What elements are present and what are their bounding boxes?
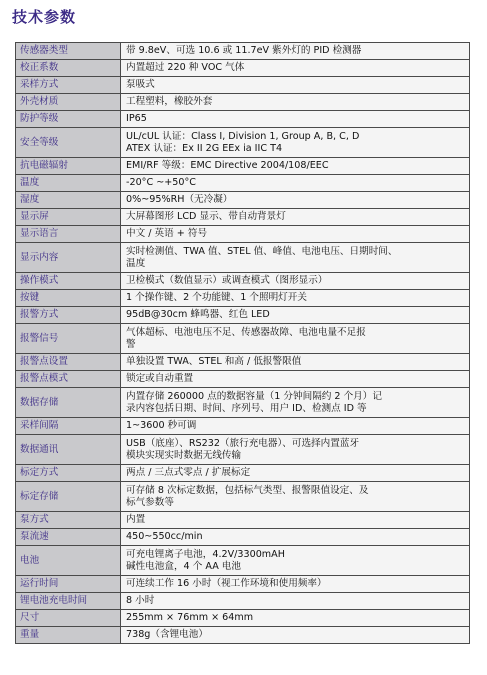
spec-row (16, 158, 470, 175)
spec-label: 采样方式 (16, 77, 121, 94)
spec-row (16, 593, 470, 610)
spec-label: 数据通讯 (16, 435, 121, 465)
spec-row (16, 324, 470, 354)
spec-value: 锁定或自动重置 (121, 371, 470, 388)
spec-value: 大屏幕图形 LCD 显示、带自动背景灯 (121, 209, 470, 226)
spec-value: 卫检模式（数值显示）或调查模式（图形显示） (121, 273, 470, 290)
spec-value: 泵吸式 (121, 77, 470, 94)
spec-value: EMI/RF 等级：EMC Directive 2004/108/EEC (121, 158, 470, 175)
spec-label: 标定方式 (16, 465, 121, 482)
spec-value: 内置 (121, 512, 470, 529)
spec-row (16, 111, 470, 128)
spec-label: 显示屏 (16, 209, 121, 226)
spec-value: 两点 / 三点式零点 / 扩展标定 (121, 465, 470, 482)
spec-value: USB（底座）、RS232（旅行充电器）、可选择内置蓝牙 模块实现实时数据无线传输 (121, 435, 470, 465)
spec-value: 气体超标、电池电压不足、传感器故障、电池电量不足报 警 (121, 324, 470, 354)
spec-row (16, 209, 470, 226)
spec-label: 电池 (16, 546, 121, 576)
spec-value: 内置超过 220 种 VOC 气体 (121, 60, 470, 77)
spec-label: 安全等级 (16, 128, 121, 158)
spec-label: 传感器类型 (16, 43, 121, 60)
spec-row (16, 43, 470, 60)
spec-row (16, 546, 470, 576)
spec-value: 95dB@30cm 蜂鸣器、红色 LED (121, 307, 470, 324)
page-title: 技术参数 (12, 8, 77, 26)
spec-value: 450~550cc/min (121, 529, 470, 546)
spec-value: 中文 / 英语 + 符号 (121, 226, 470, 243)
spec-value: 8 小时 (121, 593, 470, 610)
spec-row (16, 77, 470, 94)
spec-value: -20°C ~+50°C (121, 175, 470, 192)
spec-row (16, 307, 470, 324)
spec-label: 泵流速 (16, 529, 121, 546)
spec-row (16, 627, 470, 644)
spec-row (16, 465, 470, 482)
spec-value: 738g（含锂电池） (121, 627, 470, 644)
spec-row (16, 576, 470, 593)
spec-value: 实时检测值、TWA 值、STEL 值、峰值、电池电压、日期时间、 温度 (121, 243, 470, 273)
spec-label: 标定存储 (16, 482, 121, 512)
spec-row (16, 273, 470, 290)
spec-label: 抗电磁辐射 (16, 158, 121, 175)
spec-value: 带 9.8eV、可选 10.6 或 11.7eV 紫外灯的 PID 检测器 (121, 43, 470, 60)
spec-value: 可充电锂离子电池，4.2V/3300mAH 碱性电池盒，4 个 AA 电池 (121, 546, 470, 576)
spec-label: 重量 (16, 627, 121, 644)
spec-label: 报警信号 (16, 324, 121, 354)
spec-row (16, 94, 470, 111)
spec-value: 1~3600 秒可调 (121, 418, 470, 435)
spec-label: 防护等级 (16, 111, 121, 128)
spec-value: 单独设置 TWA、STEL 和高 / 低报警限值 (121, 354, 470, 371)
spec-row (16, 192, 470, 209)
spec-value: 1 个操作键、2 个功能键、1 个照明灯开关 (121, 290, 470, 307)
spec-row (16, 371, 470, 388)
spec-table (15, 42, 470, 644)
spec-row (16, 226, 470, 243)
spec-label: 泵方式 (16, 512, 121, 529)
spec-label: 温度 (16, 175, 121, 192)
spec-row (16, 290, 470, 307)
spec-row (16, 418, 470, 435)
spec-value: 可连续工作 16 小时（视工作环境和使用频率） (121, 576, 470, 593)
spec-label: 运行时间 (16, 576, 121, 593)
spec-value: 可存储 8 次标定数据，包括标气类型、报警限值设定、及 标气参数等 (121, 482, 470, 512)
spec-label: 显示语言 (16, 226, 121, 243)
spec-row (16, 60, 470, 77)
spec-label: 显示内容 (16, 243, 121, 273)
spec-label: 采样间隔 (16, 418, 121, 435)
spec-row (16, 482, 470, 512)
spec-value: 0%~95%RH（无冷凝） (121, 192, 470, 209)
spec-row (16, 388, 470, 418)
spec-label: 报警点模式 (16, 371, 121, 388)
spec-row (16, 354, 470, 371)
spec-label: 报警点设置 (16, 354, 121, 371)
spec-row (16, 175, 470, 192)
spec-label: 湿度 (16, 192, 121, 209)
spec-label: 锂电池充电时间 (16, 593, 121, 610)
spec-row (16, 529, 470, 546)
spec-label: 报警方式 (16, 307, 121, 324)
spec-label: 按键 (16, 290, 121, 307)
spec-row (16, 243, 470, 273)
spec-table-body (16, 43, 470, 644)
spec-label: 尺寸 (16, 610, 121, 627)
spec-value: 工程塑料，橡胶外套 (121, 94, 470, 111)
spec-label: 校正系数 (16, 60, 121, 77)
spec-value: UL/cUL 认证：Class I, Division 1, Group A, B, C, D ATEX 认证：Ex II 2G EEx ia IIC T4 (121, 128, 470, 158)
spec-row (16, 128, 470, 158)
spec-value: 内置存储 260000 点的数据容量（1 分钟间隔约 2 个月）记 录内容包括日期、时间、序列号、用户 ID、检测点 ID 等 (121, 388, 470, 418)
spec-label: 操作模式 (16, 273, 121, 290)
spec-label: 外壳材质 (16, 94, 121, 111)
spec-value: 255mm × 76mm × 64mm (121, 610, 470, 627)
spec-row (16, 435, 470, 465)
spec-value: IP65 (121, 111, 470, 128)
spec-row (16, 512, 470, 529)
spec-label: 数据存储 (16, 388, 121, 418)
spec-row (16, 610, 470, 627)
